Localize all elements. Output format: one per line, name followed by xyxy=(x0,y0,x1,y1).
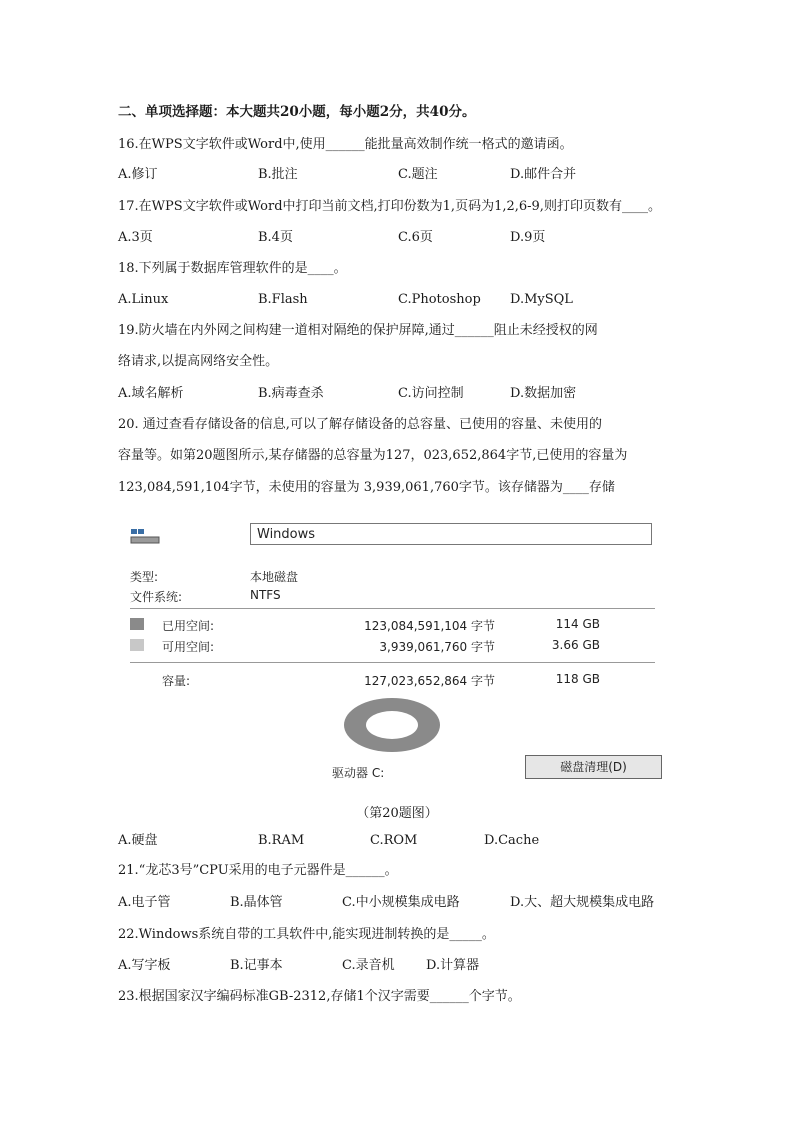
filesystem-label: 文件系统: xyxy=(130,590,183,604)
q17-option-c: C.6页 xyxy=(398,230,433,245)
q22-option-d: D.计算器 xyxy=(426,958,480,973)
q20-option-b: B.RAM xyxy=(258,833,305,848)
capacity-label: 容量: xyxy=(162,674,191,688)
free-space-swatch xyxy=(130,639,144,651)
figure-caption: （第20题图） xyxy=(356,806,438,821)
question-21-stem: 21.“龙芯3号”CPU采用的电子元器件是______。 xyxy=(118,863,398,878)
capacity-bytes: 127,023,652,864 字节 xyxy=(364,674,495,688)
q17-option-a: A.3页 xyxy=(118,230,153,245)
q22-option-a: A.写字板 xyxy=(118,958,171,973)
used-space-bytes: 123,084,591,104 字节 xyxy=(364,619,495,633)
question-22-stem: 22.Windows系统自带的工具软件中,能实现进制转换的是_____。 xyxy=(118,927,495,942)
free-space-label: 可用空间: xyxy=(162,640,215,654)
q21-option-a: A.电子管 xyxy=(118,895,171,910)
q16-option-a: A.修订 xyxy=(118,167,158,182)
filesystem-value: NTFS xyxy=(250,588,281,602)
question-23-stem: 23.根据国家汉字编码标准GB-2312,存储1个汉字需要______个字节。 xyxy=(118,989,521,1004)
section-title: 二、单项选择题：本大题共20小题，每小题2分，共40分。 xyxy=(118,104,476,120)
drive-label: 驱动器 C: xyxy=(332,766,385,780)
question-19-stem-line2: 络请求,以提高网络安全性。 xyxy=(118,354,279,369)
q18-option-a: A.Linux xyxy=(118,292,169,307)
disk-cleanup-button[interactable]: 磁盘清理(D) xyxy=(525,755,662,779)
q21-option-d: D.大、超大规模集成电路 xyxy=(510,895,655,910)
q19-option-d: D.数据加密 xyxy=(510,386,577,401)
question-18-stem: 18.下列属于数据库管理软件的是____。 xyxy=(118,261,347,276)
free-space-gb: 3.66 GB xyxy=(551,638,600,652)
drive-name-field[interactable]: Windows xyxy=(250,523,652,545)
q19-option-c: C.访问控制 xyxy=(398,386,464,401)
q21-option-b: B.晶体管 xyxy=(230,895,283,910)
used-space-gb: 114 GB xyxy=(555,617,600,631)
type-value: 本地磁盘 xyxy=(250,570,299,584)
q20-option-d: D.Cache xyxy=(484,833,540,848)
question-16-stem: 16.在WPS文字软件或Word中,使用______能批量高效制作统一格式的邀请函。 xyxy=(118,137,573,152)
type-label: 类型: xyxy=(130,570,159,584)
free-space-bytes: 3,939,061,760 字节 xyxy=(379,640,495,654)
q22-option-b: B.记事本 xyxy=(230,958,283,973)
q22-option-c: C.录音机 xyxy=(342,958,395,973)
q17-option-d: D.9页 xyxy=(510,230,546,245)
q18-option-b: B.Flash xyxy=(258,292,308,307)
q18-option-d: D.MySQL xyxy=(510,292,573,307)
q16-option-c: C.题注 xyxy=(398,167,438,182)
donut-hole xyxy=(366,711,418,739)
q20-option-a: A.硬盘 xyxy=(118,833,158,848)
q18-option-c: C.Photoshop xyxy=(398,292,481,307)
q16-option-d: D.邮件合并 xyxy=(510,167,577,182)
q19-option-b: B.病毒查杀 xyxy=(258,386,324,401)
used-space-swatch xyxy=(130,618,144,630)
usage-donut-chart xyxy=(342,695,442,755)
q19-option-a: A.域名解析 xyxy=(118,386,184,401)
q20-option-c: C.ROM xyxy=(370,833,418,848)
question-19-stem-line1: 19.防火墙在内外网之间构建一道相对隔绝的保护屏障,通过______阻止未经授权的网 xyxy=(118,323,598,338)
capacity-gb: 118 GB xyxy=(555,672,600,686)
q16-option-b: B.批注 xyxy=(258,167,298,182)
q21-option-c: C.中小规模集成电路 xyxy=(342,895,460,910)
divider xyxy=(130,662,655,663)
question-20-stem-line1: 20. 通过查看存储设备的信息,可以了解存储设备的总容量、已使用的容量、未使用的 xyxy=(118,417,602,432)
question-17-stem: 17.在WPS文字软件或Word中打印当前文档,打印份数为1,页码为1,2,6-9,则打印页数有____。 xyxy=(118,199,661,214)
question-20-stem-line3: 123,084,591,104字节，未使用的容量为 3,939,061,760字节。该存储器为____存储 xyxy=(118,480,615,495)
used-space-label: 已用空间: xyxy=(162,619,215,633)
drive-icon xyxy=(130,527,160,545)
divider xyxy=(130,608,655,609)
q17-option-b: B.4页 xyxy=(258,230,293,245)
disk-properties-figure xyxy=(120,515,665,785)
question-20-stem-line2: 容量等。如第20题图所示,某存储器的总容量为127，023,652,864字节,已使用的容量为 xyxy=(118,448,628,463)
